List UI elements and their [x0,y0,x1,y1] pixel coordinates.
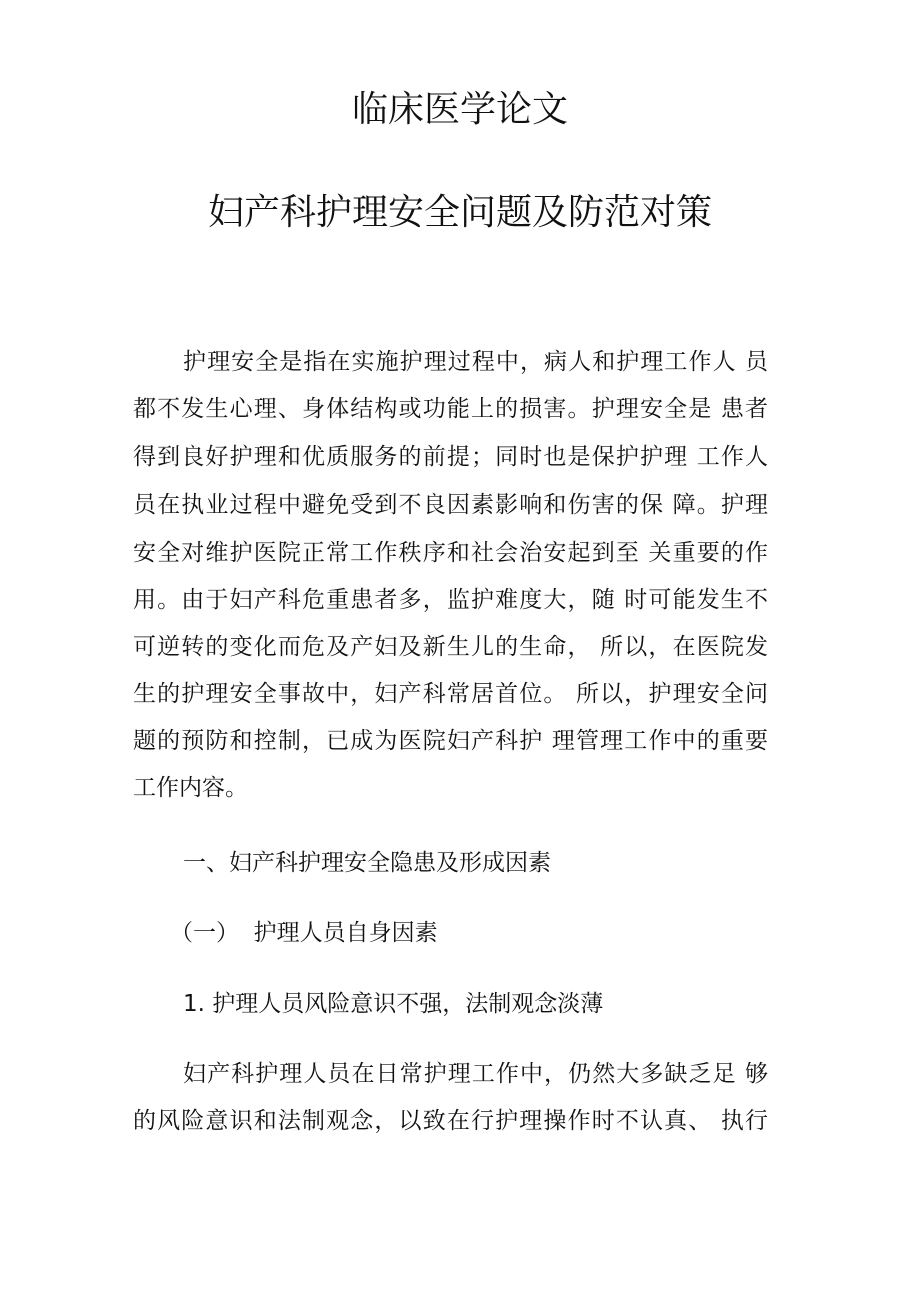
section-heading: 一、妇产科护理安全隐患及形成因素 [183,850,551,876]
paragraph-line: 的风险意识和法制观念，以致在行护理操作时不认真、 执行 [133,1108,768,1134]
document-subtitle: 妇产科护理安全问题及防范对策 [207,192,712,233]
paragraph-line: 工作内容。 [133,775,248,801]
item-heading: 1. 护理人员风险意识不强，法制观念淡薄 [183,991,604,1017]
subsection-heading: （一） 护理人员自身因素 [170,920,438,946]
paragraph-line: 题的预防和控制，已成为医院妇产科护 理管理工作中的重要 [133,728,768,754]
paragraph-line: 生的护理安全事故中，妇产科常居首位。 所以，护理安全问 [133,681,768,707]
paragraph-line: 得到良好护理和优质服务的前提；同时也是保护护理 工作人 [133,444,768,470]
paragraph-line: 护理安全是指在实施护理过程中，病人和护理工作人 员 [183,349,768,375]
paragraph-line: 妇产科护理人员在日常护理工作中，仍然大多缺乏足 够 [183,1061,768,1087]
paragraph-line: 可逆转的变化而危及产妇及新生儿的生命， 所以，在医院发 [133,634,768,660]
paragraph-line: 都不发生心理、身体结构或功能上的损害。护理安全是 患者 [133,396,768,422]
paragraph-line: 用。由于妇产科危重患者多，监护难度大，随 时可能发生不 [133,587,768,613]
paragraph-line: 安全对维护医院正常工作秩序和社会治安起到至 关重要的作 [133,540,768,566]
paragraph-line: 员在执业过程中避免受到不良因素影响和伤害的保 障。护理 [133,492,768,518]
document-title: 临床医学论文 [351,89,568,130]
